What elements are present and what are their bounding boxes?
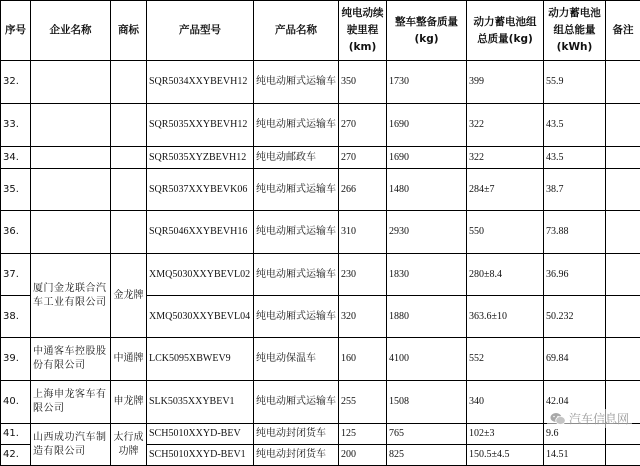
table-row xyxy=(1,211,640,254)
header-battery-energy: 动力蓄电池组总能量(kWh) xyxy=(544,1,606,61)
remark-cell xyxy=(606,338,640,381)
product-name-cell: 纯电动邮政车 xyxy=(254,147,339,169)
curb-mass-cell: 1880 xyxy=(387,296,467,338)
company-cell: 厦门金龙联合汽车工业有限公司 xyxy=(31,254,111,338)
battery-mass-cell: 102±3 xyxy=(467,424,544,445)
serial-cell: 36. xyxy=(1,211,31,254)
range-cell: 270 xyxy=(339,147,387,169)
header-model: 产品型号 xyxy=(147,1,254,61)
product-name-cell: 纯电动保温车 xyxy=(254,338,339,381)
brand-cell xyxy=(111,61,147,104)
company-cell xyxy=(31,211,111,254)
remark-cell xyxy=(606,445,640,466)
remark-cell xyxy=(606,169,640,211)
battery-energy-cell: 69.84 xyxy=(544,338,606,381)
range-cell: 320 xyxy=(339,296,387,338)
battery-mass-cell: 322 xyxy=(467,147,544,169)
remark-cell xyxy=(606,104,640,147)
model-cell: SQR5046XXYBEVH16 xyxy=(147,211,254,254)
header-range: 纯电动续驶里程(km) xyxy=(339,1,387,61)
brand-cell xyxy=(111,211,147,254)
product-name-cell: 纯电动厢式运输车 xyxy=(254,254,339,296)
header-serial: 序号 xyxy=(1,1,31,61)
battery-energy-cell: 38.7 xyxy=(544,169,606,211)
serial-cell: 39. xyxy=(1,338,31,381)
watermark xyxy=(547,409,632,428)
serial-cell: 37. xyxy=(1,254,31,296)
remark-cell xyxy=(606,61,640,104)
serial-cell: 33. xyxy=(1,104,31,147)
battery-mass-cell: 340 xyxy=(467,381,544,424)
battery-energy-cell: 36.96 xyxy=(544,254,606,296)
battery-energy-cell: 43.5 xyxy=(544,147,606,169)
product-name-cell: 纯电动厢式运输车 xyxy=(254,381,339,424)
serial-cell: 42. xyxy=(1,445,31,466)
model-cell: SQR5034XXYBEVH12 xyxy=(147,61,254,104)
company-cell xyxy=(31,169,111,211)
curb-mass-cell: 1730 xyxy=(387,61,467,104)
brand-cell: 申龙牌 xyxy=(111,381,147,424)
battery-mass-cell: 284±7 xyxy=(467,169,544,211)
range-cell: 230 xyxy=(339,254,387,296)
product-name-cell: 纯电动封闭货车 xyxy=(254,424,339,445)
range-cell: 270 xyxy=(339,104,387,147)
model-cell: LCK5095XBWEV9 xyxy=(147,338,254,381)
remark-cell xyxy=(606,211,640,254)
battery-mass-cell: 280±8.4 xyxy=(467,254,544,296)
curb-mass-cell: 1508 xyxy=(387,381,467,424)
company-cell: 中通客车控股股份有限公司 xyxy=(31,338,111,381)
curb-mass-cell: 825 xyxy=(387,445,467,466)
header-curb-mass: 整车整备质量(kg) xyxy=(387,1,467,61)
model-cell: SCH5010XXYD-BEV xyxy=(147,424,254,445)
header-company: 企业名称 xyxy=(31,1,111,61)
model-cell: SQR5037XXYBEVK06 xyxy=(147,169,254,211)
header-remark: 备注 xyxy=(606,1,640,61)
battery-energy-cell: 9.6 xyxy=(544,424,606,445)
range-cell: 200 xyxy=(339,445,387,466)
table-row xyxy=(1,338,640,381)
battery-mass-cell: 150.5±4.5 xyxy=(467,445,544,466)
table-row xyxy=(1,381,640,424)
company-cell xyxy=(31,61,111,104)
serial-cell: 38. xyxy=(1,296,31,338)
battery-energy-cell: 55.9 xyxy=(544,61,606,104)
brand-cell xyxy=(111,147,147,169)
brand-cell xyxy=(111,104,147,147)
battery-energy-cell: 43.5 xyxy=(544,104,606,147)
battery-mass-cell: 552 xyxy=(467,338,544,381)
battery-mass-cell: 550 xyxy=(467,211,544,254)
company-cell xyxy=(31,104,111,147)
brand-cell: 中通牌 xyxy=(111,338,147,381)
product-name-cell: 纯电动厢式运输车 xyxy=(254,211,339,254)
brand-cell: 金龙牌 xyxy=(111,254,147,338)
remark-cell xyxy=(606,254,640,296)
company-cell: 上海申龙客车有限公司 xyxy=(31,381,111,424)
serial-cell: 34. xyxy=(1,147,31,169)
product-name-cell: 纯电动厢式运输车 xyxy=(254,61,339,104)
battery-energy-cell: 42.04 xyxy=(544,381,606,424)
serial-cell: 35. xyxy=(1,169,31,211)
battery-energy-cell: 50.232 xyxy=(544,296,606,338)
model-cell: SQR5035XXYBEVH12 xyxy=(147,104,254,147)
wechat-icon xyxy=(550,412,566,426)
brand-cell xyxy=(111,169,147,211)
serial-cell: 40. xyxy=(1,381,31,424)
company-cell xyxy=(31,147,111,169)
curb-mass-cell: 1690 xyxy=(387,147,467,169)
battery-energy-cell: 14.51 xyxy=(544,445,606,466)
product-name-cell: 纯电动厢式运输车 xyxy=(254,296,339,338)
model-cell: SQR5035XYZBEVH12 xyxy=(147,147,254,169)
serial-cell: 41. xyxy=(1,424,31,445)
range-cell: 125 xyxy=(339,424,387,445)
model-cell: XMQ5030XXYBEVL04 xyxy=(147,296,254,338)
curb-mass-cell: 1480 xyxy=(387,169,467,211)
curb-mass-cell: 1690 xyxy=(387,104,467,147)
product-name-cell: 纯电动厢式运输车 xyxy=(254,169,339,211)
curb-mass-cell: 2930 xyxy=(387,211,467,254)
product-name-cell: 纯电动封闭货车 xyxy=(254,445,339,466)
curb-mass-cell: 1830 xyxy=(387,254,467,296)
battery-mass-cell: 322 xyxy=(467,104,544,147)
curb-mass-cell: 765 xyxy=(387,424,467,445)
range-cell: 160 xyxy=(339,338,387,381)
serial-cell: 32. xyxy=(1,61,31,104)
range-cell: 310 xyxy=(339,211,387,254)
header-row xyxy=(1,1,640,61)
header-battery-mass: 动力蓄电池组总质量(kg) xyxy=(467,1,544,61)
model-cell: SCH5010XXYD-BEV1 xyxy=(147,445,254,466)
table-row xyxy=(1,254,640,296)
range-cell: 255 xyxy=(339,381,387,424)
header-brand: 商标 xyxy=(111,1,147,61)
curb-mass-cell: 4100 xyxy=(387,338,467,381)
table-row xyxy=(1,104,640,147)
model-cell: SLK5035XXYBEV1 xyxy=(147,381,254,424)
table-row xyxy=(1,147,640,169)
range-cell: 350 xyxy=(339,61,387,104)
company-cell: 山西成功汽车制造有限公司 xyxy=(31,424,111,466)
brand-cell: 太行成功牌 xyxy=(111,424,147,466)
table-row xyxy=(1,169,640,211)
battery-mass-cell: 363.6±10 xyxy=(467,296,544,338)
battery-energy-cell: 73.88 xyxy=(544,211,606,254)
watermark-text: 汽车信息网 xyxy=(569,410,629,427)
remark-cell xyxy=(606,147,640,169)
range-cell: 266 xyxy=(339,169,387,211)
table-row xyxy=(1,61,640,104)
remark-cell xyxy=(606,296,640,338)
battery-mass-cell: 399 xyxy=(467,61,544,104)
model-cell: XMQ5030XXYBEVL02 xyxy=(147,254,254,296)
product-name-cell: 纯电动厢式运输车 xyxy=(254,104,339,147)
table-row xyxy=(1,424,640,445)
header-product-name: 产品名称 xyxy=(254,1,339,61)
